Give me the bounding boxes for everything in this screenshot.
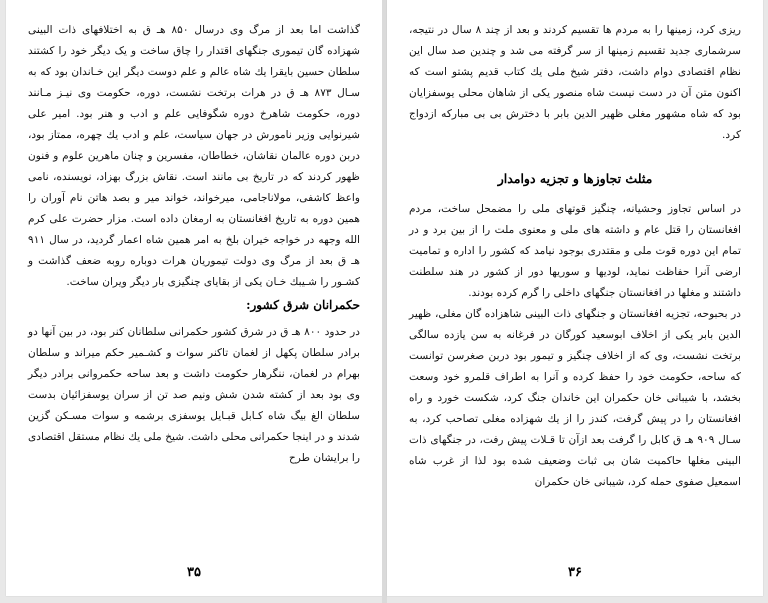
section-heading: مثلث تجاوزها و تجزیه دوامدار — [497, 171, 653, 186]
page-right-text — [409, 20, 741, 493]
paragraph: در بحبوحه، تجزیه افغانستان و جنگهای ذات البینی شاهزاده گان مغلی، ظهیر الدین بابر یکی از اخلاف ابوسعید کورگان در فرغانه به سن یازده سالگی برتخت نشست، وی که از اخلاف چنگیز و تیمور بود دربن صغرسن توانست که ساحه، حکومت خود را حفظ کرده و آنرا به اطراف قلمرو خود وسعت بخشد، با شیبانی خان حکمران این خاندان جنگ کرد، شکست خورد و راه افغانستان را در پیش گرفت، کندز را از یك شهزاده مغلی تصاحب کرد، به سـال ۹۰۹ هـ ق کابل را گرفت بعد ازآن تا قـلات پیش رفت، در جنگهای ذات البینی مغلها حاکمیت شان بی ثبات وضعیف شده بود لذا از غرب شاه اسمعیل صفوی حمله کرد، شیبانی خان حکمران — [409, 308, 741, 488]
page-right — [387, 0, 763, 596]
paragraph: گذاشت اما بعد از مرگ وی درسال ۸۵۰ هـ ق به اختلافهای ذات البینی شهزاده گان تیموری جنگهای اقتدار را چاق ساخت و یک دیگر خود را کشتند سلطان حسین بایقرا یك شاه عالم و علم دوست دیگر این خـاندان بود که به سـال ۸۷۳ هـ ق در هرات برتخت نشست، دوره، حکومت وی نیـز مـانند دوره، حکومت شاهرخ دوره شگوفایی علم و ادب و هنر بود. امیر علی شیرنوایی وزیر نامورش در جهان سیاست، علم و ادب یك چهره، ممتاز بود، دربن دوره عالمان نقاشان، خطاطان، مفسرین و چنان ماهرین علوم و فنون ظهور کردند که در تاریخ بی مانند است. نقاش بزرگ بهزاد، نویسنده، نامی واعظ کاشفی، مولاناجامی، میرخواند، خواند میر و بصد هاتن نام آوران را همین دوره به تاریخ افغانستان به ارمغان داده است. مزار حضرت علی کرم الله وجهه در خواجه خیران بلخ به امر همین شاه اعمار گردید، در سال ۹۱۱ هـ ق بعد از مرگ وی دولت تیموریان هرات دوباره روبه ضعف گذاشت و کشـور را شـیبك خـان یکی از بقایای چنگیزی بار دیگر ویران ساخت. — [28, 24, 360, 288]
paragraph: ریزی کرد، زمینها را به مردم ها تقسیم کردند و بعد از چند ۸ سال در نتیجه، سرشماری جدید تقسیم زمینها از سر گرفته می شد و چندین صد سال این نظام اقتصادی دوام داشت، دفتر شیخ ملی یك کتاب قدیم پشتو است که اکنون متن آن در دست نیست شاه منصور یکی از شاهان محلی یوسفزایان بود که شاه مشهور مغلی ظهیر الدین بابر با دخترش بی بی مبارکه ازدواج کرد. — [409, 24, 741, 141]
page-number: ۳۵ — [187, 565, 201, 580]
page-left-text — [28, 20, 360, 469]
section-heading: حکمرانان شرق کشور: — [246, 298, 360, 312]
paragraph: در اساس تجاوز وحشیانه، چنگیز قوتهای ملی را مضمحل ساخت، مردم افغانستان را قتل عام و داشته های ملی و معنوی ملت را از بین برد و در تمام این دوره قوت ملی و مقتدری بوجود نیامد که کشور را اداره و تمامیت ارضی آنرا حفاظت نماید، لودیها و سوریها دور از کشور در هند سلطنت داشتند و مغلها در افغانستان جنگهای داخلی را گرم کرده بودند. — [409, 203, 741, 299]
page-number: ۳۶ — [568, 565, 582, 580]
paragraph: در حدود ۸۰۰ هـ ق در شرق کشور حکمرانی سلطانان کنر بود، در بین آنها دو برادر سلطان پکهل از لغمان تاکنر سوات و کشـمیر حکم میراند و سلطان بهرام در لغمان، ننگرهار حکومت داشت و بعد ساحه حکمروانی برادر دیگر وی بود بعد از کشته شدن شش ونیم صد تن از سران یوسفزائیان بدست سلطان الغ بیگ شاه کـابل قبـایل یوسفزی برشمه و سوات مسـکن گزین شدند و در اینجا حکمرانی محلی داشت. شیخ ملی یك نظام مستقل اقتصادی را برایشان طرح — [28, 326, 360, 464]
page-left — [6, 0, 382, 596]
